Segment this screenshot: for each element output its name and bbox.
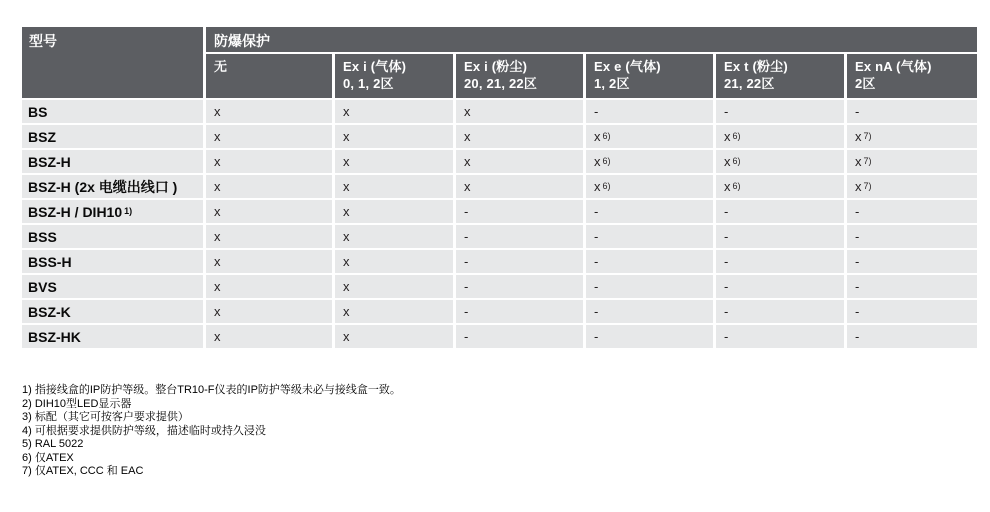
value-cell: x <box>335 325 453 348</box>
col-subheader-5: Ex nA (气体) 2区 <box>847 54 977 98</box>
value-cell: - <box>716 300 844 323</box>
model-cell: BS <box>22 100 203 123</box>
value-cell: x $^{6)}$ <box>716 125 844 148</box>
value-cell: - <box>847 225 977 248</box>
value-cell: - <box>456 225 583 248</box>
value-cell: - <box>716 275 844 298</box>
value-cell: x $^{7)}$ <box>847 150 977 173</box>
value-cell: x <box>335 125 453 148</box>
value-cell: x <box>335 150 453 173</box>
value-cell: - <box>847 325 977 348</box>
value-cell: x <box>206 175 332 198</box>
footnote-line: 1) 指接线盒的IP防护等级。整台TR10-F仪表的IP防护等级未必与接线盒一致。 <box>22 384 401 396</box>
value-cell: - <box>586 250 713 273</box>
value-cell: - <box>716 225 844 248</box>
value-cell: - <box>847 275 977 298</box>
value-cell: - <box>847 250 977 273</box>
value-cell: x <box>456 125 583 148</box>
value-cell: - <box>456 325 583 348</box>
value-cell: - <box>847 100 977 123</box>
value-cell: x $^{6)}$ <box>586 125 713 148</box>
value-cell: - <box>586 300 713 323</box>
value-cell: - <box>586 225 713 248</box>
model-cell: BSZ-H <box>22 150 203 173</box>
value-cell: x $^{6)}$ <box>586 175 713 198</box>
footnote-line: 3) 标配（其它可按客户要求提供） <box>22 411 189 423</box>
value-cell: x <box>335 250 453 273</box>
model-cell: BSZ-H (2x 电缆出线口 ) <box>22 175 203 198</box>
value-cell: x <box>206 275 332 298</box>
value-cell: - <box>847 300 977 323</box>
col-subheader-2: Ex i (粉尘) 20, 21, 22区 <box>456 54 583 98</box>
value-cell: - <box>456 300 583 323</box>
value-cell: - <box>586 275 713 298</box>
value-cell: x <box>206 300 332 323</box>
value-cell: x <box>206 325 332 348</box>
col-subheader-3: Ex e (气体) 1, 2区 <box>586 54 713 98</box>
value-cell: - <box>586 200 713 223</box>
value-cell: x $^{7)}$ <box>847 175 977 198</box>
value-cell: - <box>456 275 583 298</box>
footnote-line: 5) RAL 5022 <box>22 438 84 450</box>
value-cell: x <box>206 150 332 173</box>
model-cell: BSZ <box>22 125 203 148</box>
footnote-line: 4) 可根据要求提供防护等级，描述临时或持久浸没 <box>22 424 266 437</box>
col-subheader-1: Ex i (气体) 0, 1, 2区 <box>335 54 453 98</box>
value-cell: x <box>206 125 332 148</box>
value-cell: x $^{6)}$ <box>716 175 844 198</box>
value-cell: x <box>335 100 453 123</box>
footnote-line: 7) 仅ATEX, CCC 和 EAC <box>22 465 144 477</box>
model-cell: BSZ-K <box>22 300 203 323</box>
model-cell: BSS <box>22 225 203 248</box>
value-cell: x <box>335 275 453 298</box>
value-cell: x <box>335 225 453 248</box>
value-cell: - <box>716 200 844 223</box>
col-header-model: 型号 <box>22 27 203 98</box>
value-cell: x <box>335 300 453 323</box>
value-cell: x <box>456 100 583 123</box>
value-cell: - <box>456 200 583 223</box>
value-cell: x $^{6)}$ <box>716 150 844 173</box>
explosion-protection-table <box>22 27 977 348</box>
value-cell: x <box>206 200 332 223</box>
model-cell: BSZ-H / DIH10 $^{1)}$ <box>22 200 203 223</box>
col-subheader-0: 无 <box>206 54 332 98</box>
value-cell: x <box>335 200 453 223</box>
model-cell: BSS-H <box>22 250 203 273</box>
value-cell: - <box>586 325 713 348</box>
value-cell: x <box>206 250 332 273</box>
value-cell: - <box>716 325 844 348</box>
value-cell: x <box>206 100 332 123</box>
col-subheader-4: Ex t (粉尘) 21, 22区 <box>716 54 844 98</box>
footnotes <box>22 384 401 479</box>
model-cell: BVS <box>22 275 203 298</box>
col-header-explosion-protection: 防爆保护 <box>206 27 977 52</box>
value-cell: - <box>847 200 977 223</box>
footnote-line: 6) 仅ATEX <box>22 451 74 464</box>
value-cell: - <box>586 100 713 123</box>
value-cell: x <box>335 175 453 198</box>
footnote-line: 2) DIH10型LED显示器 <box>22 397 132 410</box>
value-cell: x <box>456 150 583 173</box>
model-cell: BSZ-HK <box>22 325 203 348</box>
value-cell: - <box>716 250 844 273</box>
value-cell: x $^{6)}$ <box>586 150 713 173</box>
value-cell: x $^{7)}$ <box>847 125 977 148</box>
value-cell: x <box>206 225 332 248</box>
value-cell: x <box>456 175 583 198</box>
value-cell: - <box>456 250 583 273</box>
value-cell: - <box>716 100 844 123</box>
